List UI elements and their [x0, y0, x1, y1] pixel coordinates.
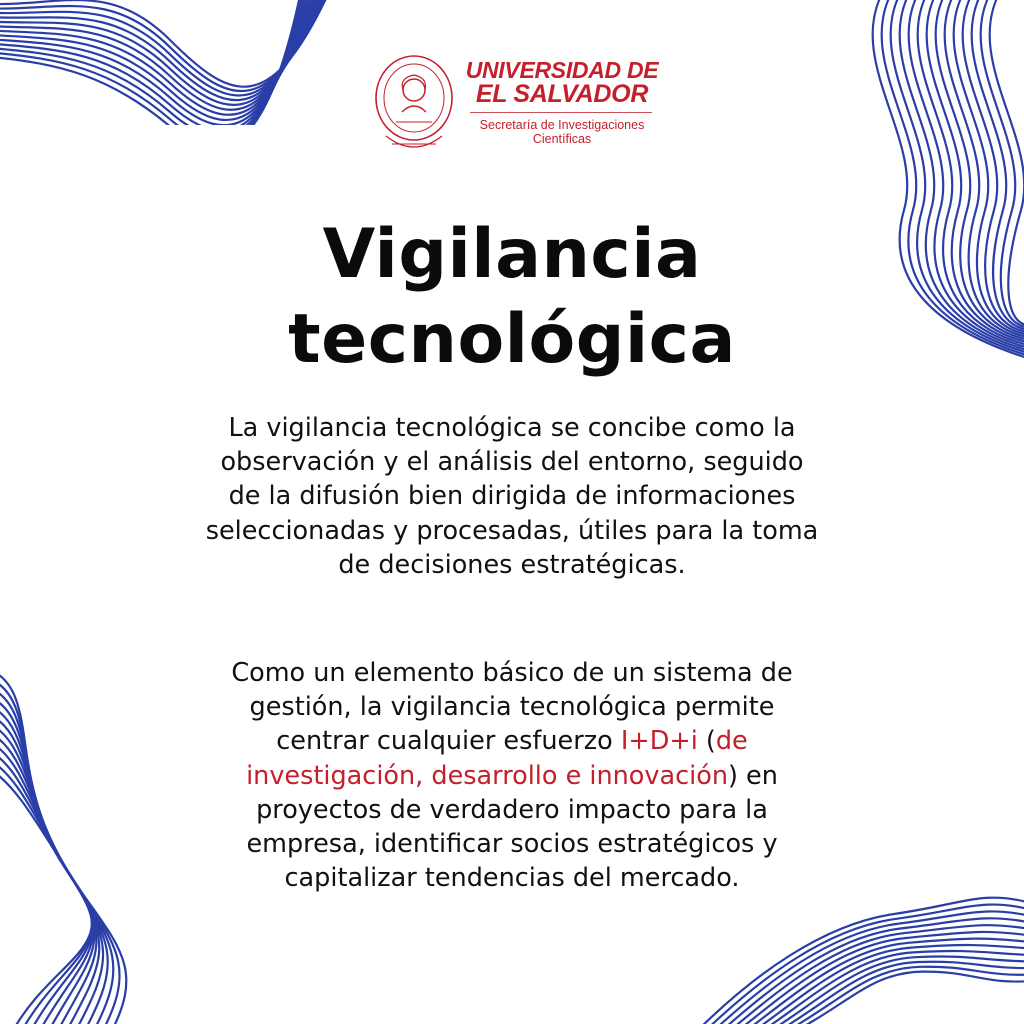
wave-line — [0, 715, 99, 1024]
paragraph2-line: Como un elemento básico de un sistema de — [231, 658, 793, 688]
wave-line — [0, 724, 96, 1024]
university-name-line2: EL SALVADOR — [475, 80, 649, 108]
wave-line — [0, 733, 94, 1024]
paragraph2-line: proyectos de verdadero impacto para la — [256, 794, 768, 825]
title-line2: tecnológica — [288, 300, 736, 379]
logo-divider — [470, 112, 652, 113]
title-line1: Vigilancia — [322, 215, 702, 294]
definition-paragraph — [100, 411, 924, 582]
wave-line — [0, 760, 92, 1024]
wave-line — [774, 962, 1024, 1024]
paragraph2-line — [100, 759, 924, 793]
wave-line — [0, 769, 92, 1024]
university-seal-icon — [372, 52, 456, 156]
university-name — [462, 58, 662, 106]
paragraph2-text: ) en — [728, 760, 778, 791]
paragraph1-line: de la difusión bien dirigida de informaciones — [228, 481, 796, 512]
paragraph2-line — [100, 724, 924, 758]
paragraph2-text: ( — [697, 726, 716, 757]
page-title — [0, 212, 1024, 382]
paragraph2-line: capitalizar tendencias del mercado. — [284, 863, 740, 894]
paragraph1-line: seleccionadas y procesadas, útiles para la toma — [205, 515, 819, 546]
wave-lines-top-left-graphic — [0, 0, 340, 125]
university-name-line1: UNIVERSIDAD DE — [465, 57, 659, 83]
paragraph1-line: observación y el análisis del entorno, seguido — [220, 447, 804, 478]
paragraph2-text: centrar cualquier esfuerzo — [276, 726, 621, 757]
secretariat-name — [462, 118, 662, 146]
wave-lines-bottom-right-graphic — [684, 884, 1024, 1024]
wave-line — [782, 967, 1024, 1024]
idi-expansion-highlight: investigación, desarrollo e innovación — [246, 760, 728, 791]
idi-highlight: I+D+i — [620, 726, 698, 757]
idi-expansion-highlight: de — [715, 726, 748, 757]
paragraph1-line: La vigilancia tecnológica se concibe como la — [228, 413, 796, 443]
secretariat-line2: Científicas — [532, 132, 592, 146]
university-logo — [372, 52, 662, 162]
paragraph1-line: de decisiones estratégicas. — [338, 549, 686, 580]
secretariat-line1: Secretaría de Investigaciones — [479, 118, 645, 132]
paragraph2-line: empresa, identificar socios estratégicos y — [246, 829, 778, 860]
management-paragraph — [100, 656, 924, 895]
wave-lines-top-left — [0, 0, 340, 125]
paragraph2-line: gestión, la vigilancia tecnológica permite — [249, 692, 775, 723]
wave-lines-bottom-right — [684, 884, 1024, 1024]
